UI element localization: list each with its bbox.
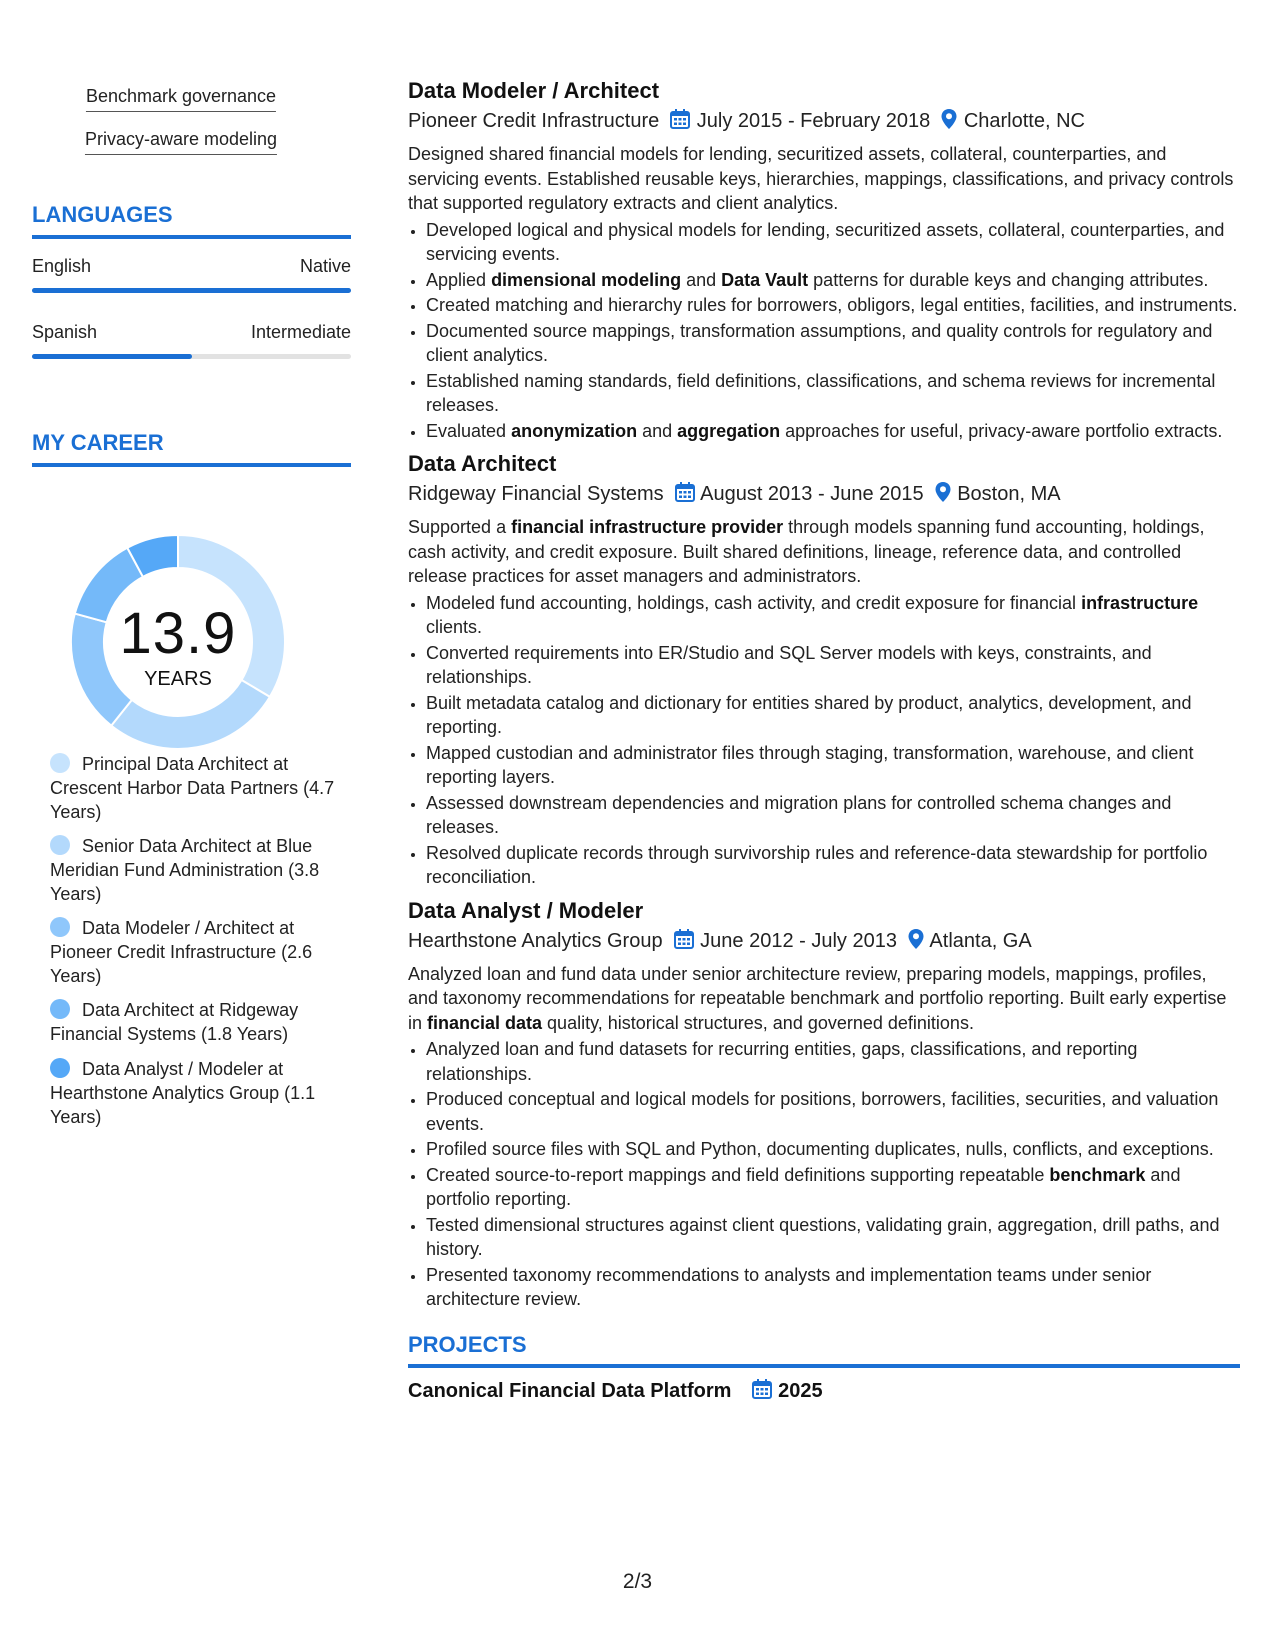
job-bullets xyxy=(408,591,1240,890)
bullet-text: Documented source mappings, transformation assumptions, and quality controls for regulatory and client analytics. xyxy=(426,320,1213,365)
language-bar xyxy=(32,288,351,293)
language-bar-fill xyxy=(32,354,192,359)
bullet-item xyxy=(426,1137,1240,1162)
bullet-text: Profiled source files with SQL and Python, documenting duplicates, nulls, conflicts, and exceptions. xyxy=(426,1139,1214,1159)
bullet-item xyxy=(426,1163,1240,1212)
calendar-icon xyxy=(751,1378,773,1400)
bullet-item xyxy=(426,419,1240,444)
page-number: 2/3 xyxy=(622,1570,653,1593)
job-summary xyxy=(408,142,1240,216)
language-name: Spanish xyxy=(32,322,98,342)
job-bullets xyxy=(408,1037,1240,1312)
job-entry xyxy=(408,76,1240,443)
location-pin-icon xyxy=(940,108,958,130)
job-bullets xyxy=(408,218,1240,444)
bullet-item xyxy=(426,218,1240,267)
bullet-text: Resolved duplicate records through survivorship rules and reference-data stewardship for portfolio reconciliation. xyxy=(426,842,1208,887)
bullet-text: Data Vault xyxy=(721,269,809,290)
location-pin-icon xyxy=(934,481,952,503)
bullet-item xyxy=(426,293,1240,318)
skill-tag: Benchmark governance xyxy=(86,86,276,112)
bullet-text: Assessed downstream dependencies and migration plans for controlled schema changes and releases. xyxy=(426,792,1172,837)
bullet-item xyxy=(426,319,1240,368)
bullet-item xyxy=(426,841,1240,890)
bullet-item xyxy=(426,1263,1240,1312)
job-entry xyxy=(408,896,1240,1312)
summary-text: quality, historical structures, and governed definitions. xyxy=(542,1012,974,1033)
right-column xyxy=(408,76,1240,1403)
legend-dot xyxy=(50,1058,70,1078)
project-name: Canonical Financial Data Platform xyxy=(408,1379,732,1402)
calendar-icon xyxy=(674,481,696,503)
bullet-item xyxy=(426,591,1240,640)
location-pin-icon xyxy=(907,928,925,950)
job-location: Atlanta, GA xyxy=(929,929,1032,952)
bullet-text: infrastructure xyxy=(1081,592,1199,613)
job-dates: August 2013 - June 2015 xyxy=(700,483,924,505)
bullet-item xyxy=(426,641,1240,690)
career-donut-chart xyxy=(66,530,290,754)
summary-text: financial data xyxy=(427,1012,543,1033)
summary-text: Analyzed loan and fund data under senior architecture review, preparing models, mappings, profiles, and taxonomy recommendations for repeatable benchmark and portfolio reporting. Built early expertise in xyxy=(408,963,1227,1033)
job-summary xyxy=(408,962,1240,1036)
summary-text: Designed shared financial models for lending, securitized assets, collateral, counterparties, and servicing events. Established reusable keys, hierarchies, mappings, classifications, and privacy controls that supported regulatory extracts and client analytics. xyxy=(408,144,1234,213)
experience-list xyxy=(408,76,1240,1312)
job-entry xyxy=(408,449,1240,890)
job-dates: July 2015 - February 2018 xyxy=(696,110,931,132)
bullet-text: and xyxy=(637,420,678,441)
bullet-item xyxy=(426,1213,1240,1262)
bullet-text: Established naming standards, field definitions, classifications, and schema reviews for incremental releases. xyxy=(426,370,1216,415)
summary-text: through models spanning fund accounting, holdings, cash activity, and credit exposure. Built shared definitions, lineage, reference data, and controlled release practices for asset managers and administrators. xyxy=(408,517,1205,586)
language-bar-fill xyxy=(32,288,351,293)
legend-label: Data Analyst / Modeler at Hearthstone Analytics Group (1.1 Years) xyxy=(50,1059,316,1127)
job-dates: June 2012 - July 2013 xyxy=(700,929,897,952)
bullet-item xyxy=(426,1087,1240,1136)
bullet-item xyxy=(426,1037,1240,1086)
bullet-item xyxy=(426,369,1240,418)
legend-dot xyxy=(50,917,70,937)
bullet-text: approaches for useful, privacy-aware portfolio extracts. xyxy=(780,420,1223,441)
career-legend-item xyxy=(50,998,350,1046)
bullet-item xyxy=(426,691,1240,740)
legend-dot xyxy=(50,753,70,773)
bullet-text: Analyzed loan and fund datasets for recurring entities, gaps, classifications, and reporting relationships. xyxy=(426,1039,1138,1084)
legend-label: Data Architect at Ridgeway Financial Systems (1.8 Years) xyxy=(50,1000,299,1044)
bullet-text: Built metadata catalog and dictionary for entities shared by product, analytics, development, and reporting. xyxy=(426,692,1192,737)
bullet-text: Modeled fund accounting, holdings, cash activity, and credit exposure for financial xyxy=(426,592,1082,613)
legend-dot xyxy=(50,835,70,855)
career-heading: MY CAREER xyxy=(32,430,351,467)
career-total-years: 13.9 xyxy=(119,601,237,666)
languages-heading: LANGUAGES xyxy=(32,202,351,239)
career-legend-item xyxy=(50,834,350,906)
job-meta xyxy=(408,479,1240,509)
language-level: Native xyxy=(299,256,351,276)
career-legend-item xyxy=(50,1057,350,1129)
calendar-icon xyxy=(669,108,691,130)
summary-text: financial infrastructure provider xyxy=(511,517,784,537)
legend-label: Senior Data Architect at Blue Meridian Fund Administration (3.8 Years) xyxy=(50,836,320,904)
bullet-text: aggregation xyxy=(677,420,781,441)
bullet-text: Presented taxonomy recommendations to analysts and implementation teams under senior architecture review. xyxy=(426,1264,1152,1309)
project-year: 2025 xyxy=(778,1379,823,1402)
job-meta xyxy=(408,926,1240,956)
bullet-text: and portfolio reporting. xyxy=(426,1164,1181,1209)
language-level: Intermediate xyxy=(250,322,351,342)
job-summary xyxy=(408,515,1240,589)
job-location: Boston, MA xyxy=(957,483,1061,505)
career-legend-item xyxy=(50,916,350,988)
career-years-unit: YEARS xyxy=(144,668,212,690)
job-title: Data Modeler / Architect xyxy=(408,78,660,103)
bullet-text: Mapped custodian and administrator files through staging, transformation, warehouse, and client reporting layers. xyxy=(426,742,1194,787)
legend-label: Principal Data Architect at Crescent Harbor Data Partners (4.7 Years) xyxy=(50,754,335,822)
bullet-text: Developed logical and physical models for lending, securitized assets, collateral, counterparties, and servicing events. xyxy=(426,219,1225,264)
language-bar xyxy=(32,354,351,359)
legend-label: Data Modeler / Architect at Pioneer Credit Infrastructure (2.6 Years) xyxy=(50,918,313,986)
bullet-text: and xyxy=(681,269,722,290)
bullet-text: dimensional modeling xyxy=(491,269,682,290)
bullet-text: Created matching and hierarchy rules for borrowers, obligors, legal entities, facilities, and instruments. xyxy=(426,295,1238,315)
company-name: Hearthstone Analytics Group xyxy=(408,929,663,952)
career-legend-item xyxy=(50,752,350,824)
job-meta xyxy=(408,106,1240,136)
job-title: Data Architect xyxy=(408,451,557,476)
bullet-text: benchmark xyxy=(1049,1164,1146,1185)
bullet-text: Produced conceptual and logical models for positions, borrowers, facilities, securities, and valuation events. xyxy=(426,1089,1219,1134)
bullet-text: Tested dimensional structures against client questions, validating grain, aggregation, drill paths, and history. xyxy=(426,1214,1220,1259)
company-name: Ridgeway Financial Systems xyxy=(408,483,664,505)
project-item xyxy=(408,1378,1240,1403)
bullet-item xyxy=(426,741,1240,790)
bullet-text: Converted requirements into ER/Studio and SQL Server models with keys, constraints, and relationships. xyxy=(426,642,1152,687)
company-name: Pioneer Credit Infrastructure xyxy=(408,110,660,132)
projects-heading: PROJECTS xyxy=(408,1332,1240,1368)
bullet-text: Applied xyxy=(426,269,492,290)
bullet-item xyxy=(426,268,1240,293)
skill-tag: Privacy-aware modeling xyxy=(85,129,277,155)
legend-dot xyxy=(50,999,70,1019)
bullet-text: Evaluated xyxy=(426,420,512,441)
bullet-item xyxy=(426,791,1240,840)
calendar-icon xyxy=(673,928,695,950)
job-location: Charlotte, NC xyxy=(963,110,1085,132)
language-name: English xyxy=(32,256,92,276)
summary-text: Supported a xyxy=(408,517,512,537)
bullet-text: Created source-to-report mappings and field definitions supporting repeatable xyxy=(426,1164,1050,1185)
bullet-text: anonymization xyxy=(511,420,638,441)
bullet-text: patterns for durable keys and changing attributes. xyxy=(808,269,1209,290)
job-title: Data Analyst / Modeler xyxy=(408,897,644,923)
bullet-text: clients. xyxy=(426,617,483,637)
